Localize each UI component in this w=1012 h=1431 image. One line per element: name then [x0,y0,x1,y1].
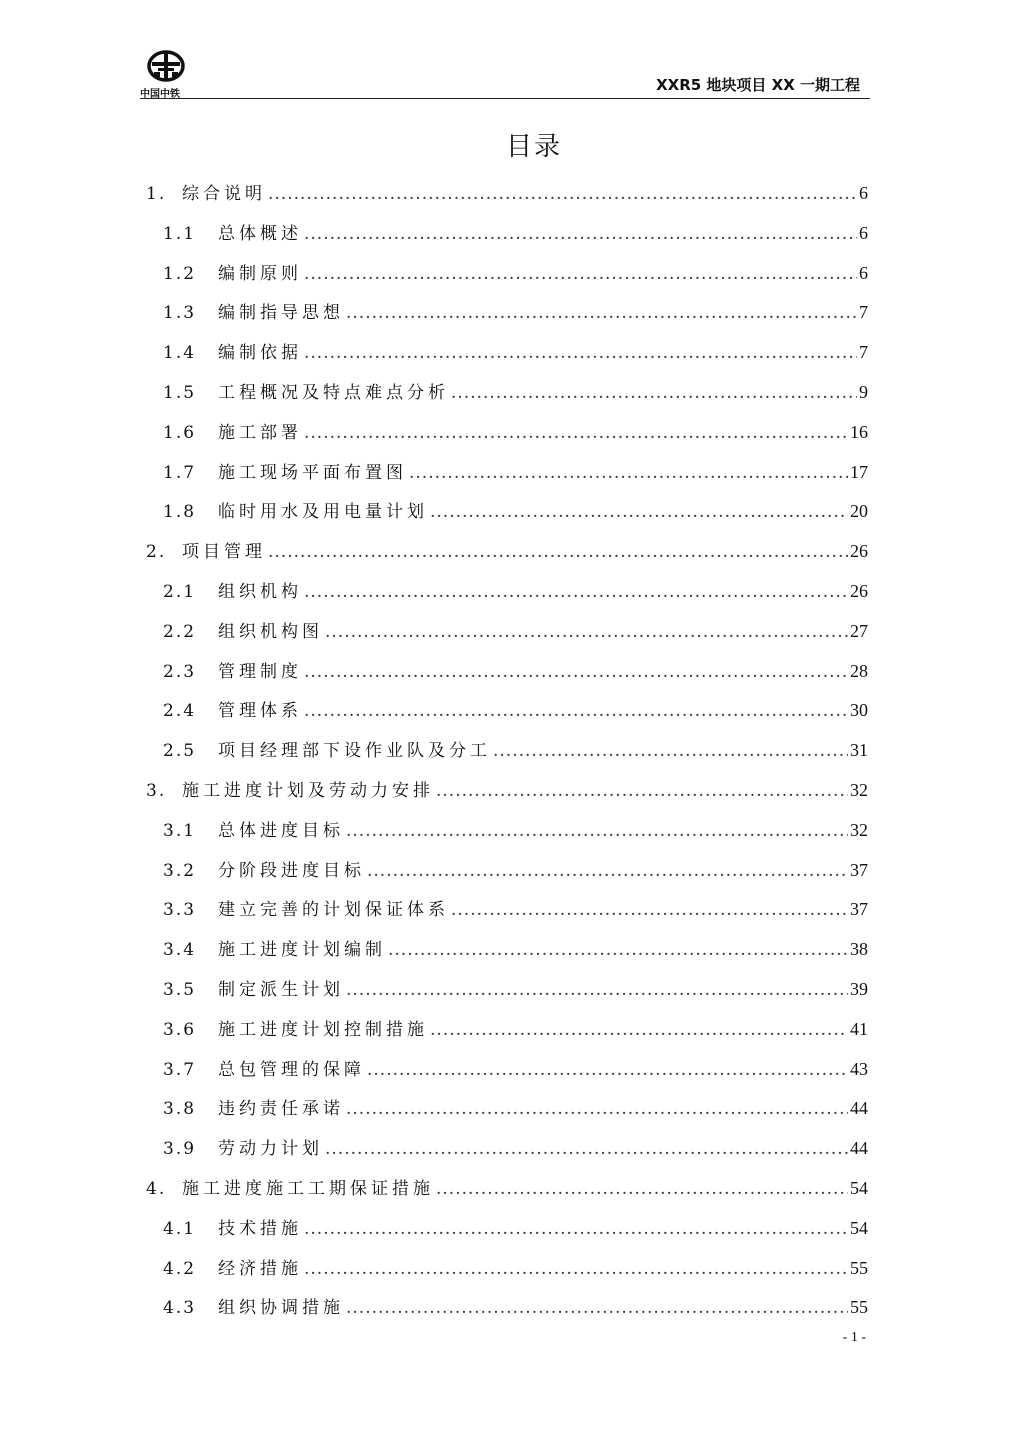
toc-entry[interactable] [146,1288,868,1328]
toc-entry-page: 27 [850,620,868,641]
toc-entry-label: 项目经理部下设作业队及分工 [218,741,491,762]
toc-dot-leader [346,1289,848,1329]
toc-entry[interactable] [146,333,868,373]
toc-dot-leader [304,1210,848,1250]
toc-entry-label: 制定派生计划 [218,979,344,1000]
toc-entry-label: 施工部署 [218,422,302,443]
toc-entry-page: 17 [850,461,868,482]
toc-entry-number: 2.5 [163,741,197,762]
toc-entry-number: 2.1 [163,581,197,602]
toc-entry-page: 9 [859,381,868,402]
toc-entry-number: 3.4 [163,940,197,961]
toc-entry[interactable] [146,771,868,811]
toc-dot-leader [304,692,848,732]
toc-dot-leader [430,1011,848,1051]
toc-entry-label: 组织协调措施 [218,1298,344,1319]
toc-dot-leader [493,732,848,772]
toc-entry[interactable] [146,652,868,692]
toc-entry-label: 总体概述 [218,223,302,244]
toc-entry-label: 组织机构 [218,581,302,602]
toc-entry-label: 管理体系 [218,701,302,722]
toc-dot-leader [304,414,848,454]
toc-entry-number: 1.4 [163,343,197,364]
toc-entry-label: 建立完善的计划保证体系 [218,900,449,921]
toc-entry-number: 3.5 [163,979,197,1000]
toc-dot-leader [304,653,848,693]
toc-entry-number: 1.6 [163,422,197,443]
toc-entry-page: 6 [859,183,868,203]
toc-dot-leader [304,573,848,613]
toc-entry-label: 编制依据 [218,343,302,364]
toc-entry[interactable] [146,373,868,413]
toc-dot-leader [346,294,857,334]
toc-dot-leader [451,891,848,931]
toc-entry-number: 2. [146,542,167,563]
toc-entry-page: 6 [859,222,868,243]
toc-entry-number: 1.5 [163,382,197,403]
toc-entry-label: 施工进度计划控制措施 [218,1019,428,1040]
toc-entry-page: 41 [850,1018,868,1039]
toc-entry-label: 工程概况及特点难点分析 [218,382,449,403]
crcc-logo-icon [146,50,186,84]
toc-entry-page: 44 [850,1138,868,1159]
toc-entry-page: 26 [850,541,868,562]
toc-entry-page: 37 [850,899,868,920]
toc-entry-page: 37 [850,859,868,880]
toc-entry[interactable] [146,1089,868,1129]
page-number: - 1 - [842,1330,866,1345]
toc-entry[interactable] [146,811,868,851]
toc-entry[interactable] [146,851,868,891]
toc-entry-label: 施工进度计划及劳动力安排 [182,780,434,801]
toc-entry[interactable] [146,214,868,254]
toc-dot-leader [325,613,848,653]
toc-entry-label: 编制指导思想 [218,303,344,324]
logo-caption: 中国中铁 [140,89,180,100]
toc-dot-leader [304,334,857,374]
toc-entry-number: 3.9 [163,1139,197,1160]
toc-entry[interactable] [146,572,868,612]
toc-entry-label: 组织机构图 [218,621,323,642]
toc-entry-page: 44 [850,1098,868,1119]
toc-entry-number: 1.3 [163,303,197,324]
toc-entry-page: 7 [859,342,868,363]
toc-entry[interactable] [146,970,868,1010]
toc-entry-label: 临时用水及用电量计划 [218,502,428,523]
document-header-title: XXR5 地块项目 XX 一期工程 [656,76,860,94]
toc-entry-number: 1.7 [163,462,197,483]
toc-dot-leader [346,1090,848,1130]
toc-entry-number: 1.2 [163,263,197,284]
toc-entry[interactable] [146,1209,868,1249]
toc-entry[interactable] [146,1129,868,1169]
toc-entry-number: 3.8 [163,1099,197,1120]
toc-entry[interactable] [146,293,868,333]
toc-entry-page: 31 [850,740,868,761]
toc-dot-leader [409,454,848,494]
toc-entry-number: 2.4 [163,701,197,722]
toc-entry[interactable] [146,453,868,493]
toc-entry-page: 28 [850,660,868,681]
toc-dot-leader [430,493,848,533]
toc-entry-number: 4. [146,1178,167,1199]
toc-entry[interactable] [146,1169,868,1209]
toc-entry-label: 总体进度目标 [218,820,344,841]
toc-dot-leader [268,533,848,573]
toc-entry[interactable] [146,492,868,532]
toc-dot-leader [388,931,848,971]
toc-entry-number: 2.3 [163,661,197,682]
toc-entry[interactable] [146,174,868,214]
toc-entry-number: 1.1 [163,223,197,244]
toc-entry-page: 32 [850,819,868,840]
toc-entry-page: 55 [850,1257,868,1278]
toc-entry-label: 经济措施 [218,1258,302,1279]
toc-entry-label: 违约责任承诺 [218,1099,344,1120]
toc-entry[interactable] [146,1050,868,1090]
toc-entry-page: 39 [850,978,868,999]
toc-entry-number: 3. [146,780,167,801]
company-logo [140,50,192,100]
toc-entry-page: 20 [850,501,868,522]
toc-entry[interactable] [146,930,868,970]
toc-dot-leader [367,852,848,892]
toc-entry[interactable] [146,612,868,652]
toc-entry-page: 54 [850,1177,868,1198]
toc-entry-number: 4.3 [163,1298,197,1319]
toc-entry-page: 6 [859,262,868,283]
toc-entry-number: 4.2 [163,1258,197,1279]
toc-entry-number: 2.2 [163,621,197,642]
toc-entry-page: 55 [850,1297,868,1318]
toc-entry-label: 施工进度施工工期保证措施 [182,1178,434,1199]
toc-dot-leader [304,255,857,295]
toc-dot-leader [451,374,857,414]
toc-entry-page: 7 [859,302,868,323]
toc-entry-label: 技术措施 [218,1218,302,1239]
toc-entry[interactable] [146,1249,868,1289]
toc-entry-page: 43 [850,1058,868,1079]
table-of-contents [146,174,868,1328]
toc-entry-page: 30 [850,700,868,721]
toc-dot-leader [304,1250,848,1290]
toc-entry-number: 3.1 [163,820,197,841]
toc-entry[interactable] [146,1010,868,1050]
toc-entry-page: 54 [850,1217,868,1238]
toc-heading: 目录 [505,132,562,162]
toc-entry-label: 施工现场平面布置图 [218,462,407,483]
toc-dot-leader [325,1130,848,1170]
toc-dot-leader [367,1051,848,1091]
toc-entry-label: 分阶段进度目标 [218,860,365,881]
toc-entry-label: 施工进度计划编制 [218,940,386,961]
toc-entry-number: 3.7 [163,1059,197,1080]
toc-dot-leader [304,215,857,255]
toc-entry[interactable] [146,890,868,930]
toc-entry-number: 1.8 [163,502,197,523]
toc-dot-leader [436,772,848,812]
toc-entry-number: 3.2 [163,860,197,881]
toc-entry[interactable] [146,413,868,453]
page-header [140,46,870,99]
toc-entry-label: 总包管理的保障 [218,1059,365,1080]
toc-entry-page: 16 [850,421,868,442]
toc-entry-page: 32 [850,779,868,800]
toc-entry[interactable] [146,254,868,294]
toc-entry-label: 综合说明 [182,184,266,204]
toc-entry[interactable] [146,731,868,771]
toc-entry[interactable] [146,691,868,731]
toc-entry-page: 38 [850,939,868,960]
toc-entry-label: 劳动力计划 [218,1139,323,1160]
toc-entry-page: 26 [850,580,868,601]
toc-entry[interactable] [146,532,868,572]
toc-dot-leader [436,1170,848,1210]
toc-entry-number: 3.3 [163,900,197,921]
toc-entry-number: 3.6 [163,1019,197,1040]
toc-entry-number: 4.1 [163,1218,197,1239]
toc-dot-leader [268,175,857,215]
toc-dot-leader [346,812,848,852]
toc-entry-label: 项目管理 [182,542,266,563]
toc-entry-label: 编制原则 [218,263,302,284]
toc-entry-label: 管理制度 [218,661,302,682]
toc-entry-number: 1. [146,184,167,204]
toc-dot-leader [346,971,848,1011]
